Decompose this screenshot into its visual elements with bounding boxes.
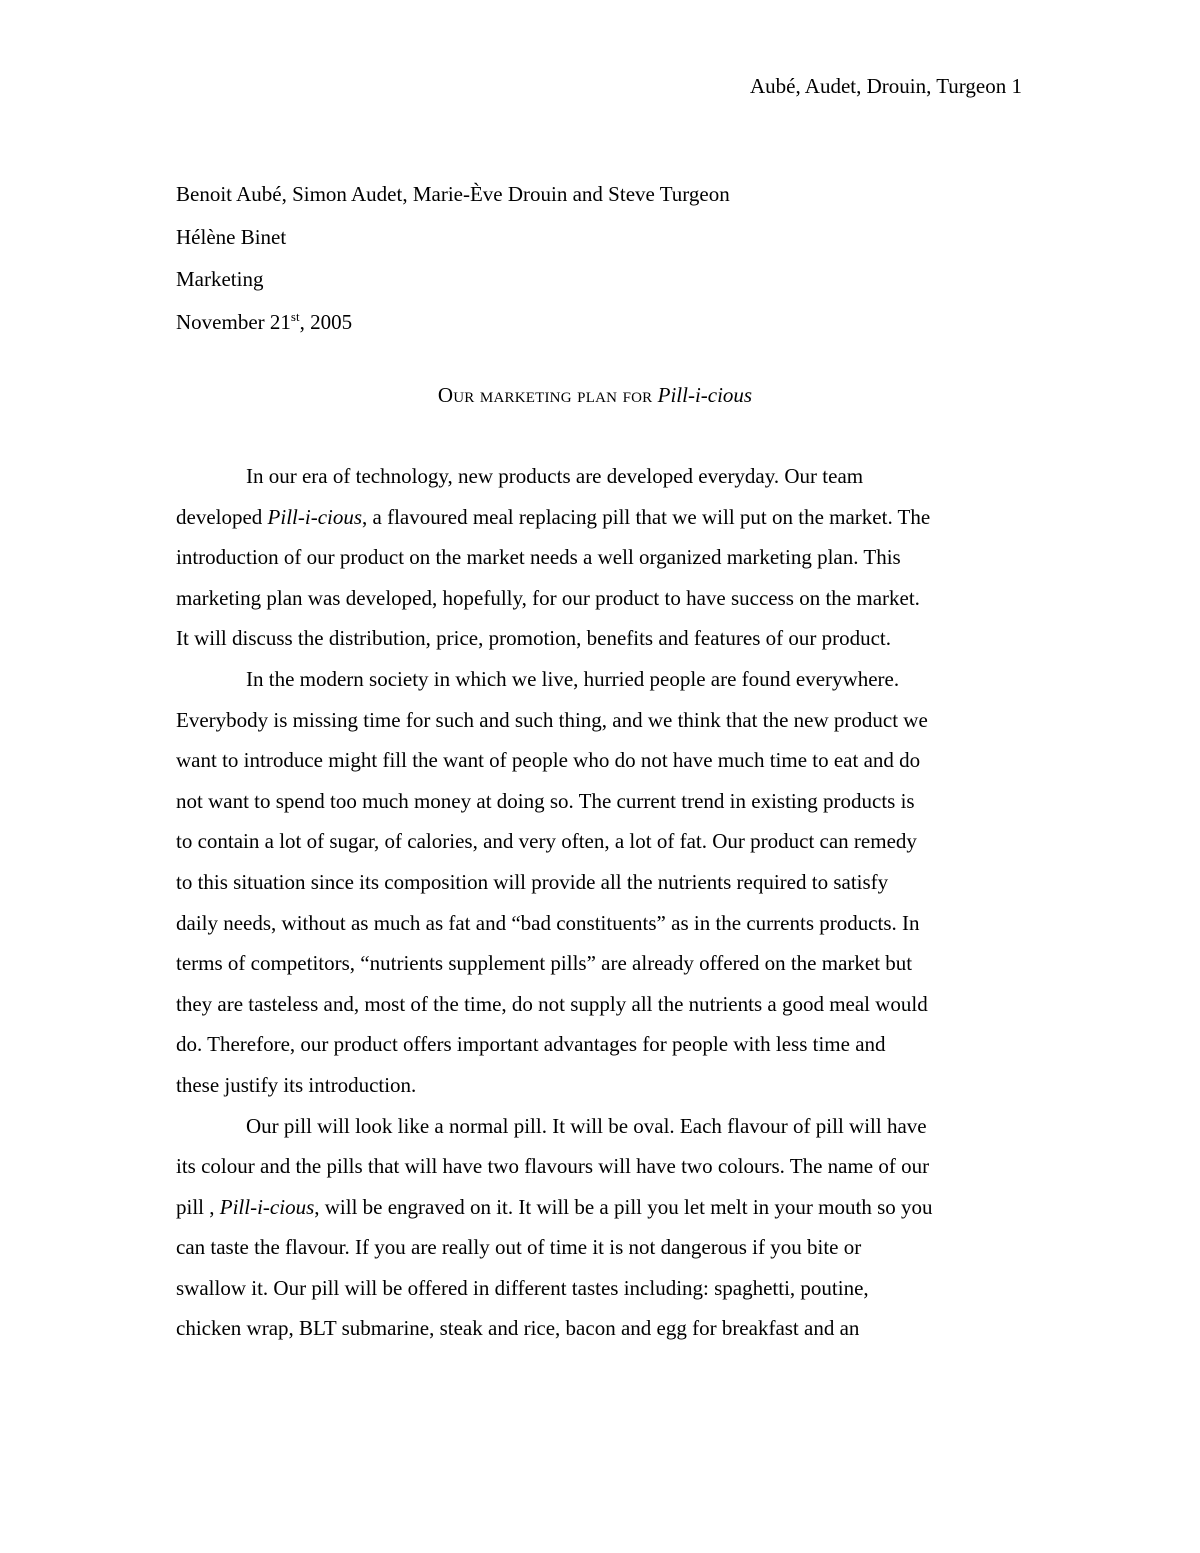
- body-line: [176, 503, 1036, 544]
- title-text: Our marketing plan for: [437, 383, 653, 407]
- body-line: want to introduce might fill the want of people who do not have much time to eat and do: [176, 748, 921, 773]
- body-line: daily needs, without as much as fat and “bad constituents” as in the currents products. In: [176, 910, 920, 935]
- document-title: [0, 381, 1190, 409]
- body-line: terms of competitors, “nutrients supplement pills” are already offered on the market but: [176, 951, 913, 976]
- body-line: Everybody is missing time for such and such thing, and we think that the new product we: [176, 707, 928, 732]
- body-line: marketing plan was developed, hopefully, for our product to have success on the market.: [176, 585, 920, 610]
- body-line: to contain a lot of sugar, of calories, and very often, a lot of fat. Our product can remedy: [176, 829, 917, 854]
- body-text: [176, 462, 1036, 1355]
- body-line: chicken wrap, BLT submarine, steak and rice, bacon and egg for breakfast and an: [176, 1316, 860, 1341]
- text-run: developed: [176, 504, 268, 529]
- body-line: to this situation since its composition will provide all the nutrients required to satisfy: [176, 869, 889, 894]
- date-ordinal-suffix: st: [290, 309, 300, 325]
- date-text: November 21: [176, 310, 291, 335]
- body-line: In our era of technology, new products are developed everyday. Our team: [246, 464, 864, 488]
- title-product-name: Pill-i-cious: [657, 383, 753, 407]
- body-line: these justify its introduction.: [176, 1072, 417, 1097]
- body-line: introduction of our product on the market needs a well organized marketing plan. This: [176, 545, 901, 570]
- date-line: [176, 306, 1036, 349]
- body-line: Our pill will look like a normal pill. It will be oval. Each flavour of pill will have: [246, 1113, 927, 1138]
- body-line: [176, 1193, 1036, 1234]
- body-line: swallow it. Our pill will be offered in different tastes including: spaghetti, poutine,: [176, 1275, 869, 1300]
- text-run: , a flavoured meal replacing pill that we will put on the market. The: [362, 504, 931, 529]
- product-name: Pill-i-cious: [219, 1194, 315, 1219]
- product-name: Pill-i-cious: [267, 504, 363, 529]
- authors-line: Benoit Aubé, Simon Audet, Marie-Ève Drouin and Steve Turgeon: [176, 182, 730, 206]
- body-line: can taste the flavour. If you are really out of time it is not dangerous if you bite or: [176, 1235, 862, 1260]
- body-line: do. Therefore, our product offers important advantages for people with less time and: [176, 1032, 886, 1057]
- text-run: , will be engraved on it. It will be a pill you let melt in your mouth so you: [314, 1194, 933, 1219]
- body-line: not want to spend too much money at doing so. The current trend in existing products is: [176, 788, 915, 813]
- body-line: they are tasteless and, most of the time, do not supply all the nutrients a good meal would: [176, 991, 928, 1016]
- course-line: Marketing: [176, 267, 264, 292]
- instructor-line: Hélène Binet: [176, 224, 287, 249]
- body-line: In the modern society in which we live, hurried people are found everywhere.: [246, 666, 900, 691]
- date-year: , 2005: [299, 310, 353, 335]
- body-line: its colour and the pills that will have two flavours will have two colours. The name of our: [176, 1154, 930, 1179]
- text-run: pill ,: [176, 1194, 220, 1219]
- running-header: Aubé, Audet, Drouin, Turgeon 1: [749, 74, 1022, 98]
- body-line: It will discuss the distribution, price, promotion, benefits and features of our product.: [176, 626, 892, 651]
- mla-heading: [176, 178, 1036, 349]
